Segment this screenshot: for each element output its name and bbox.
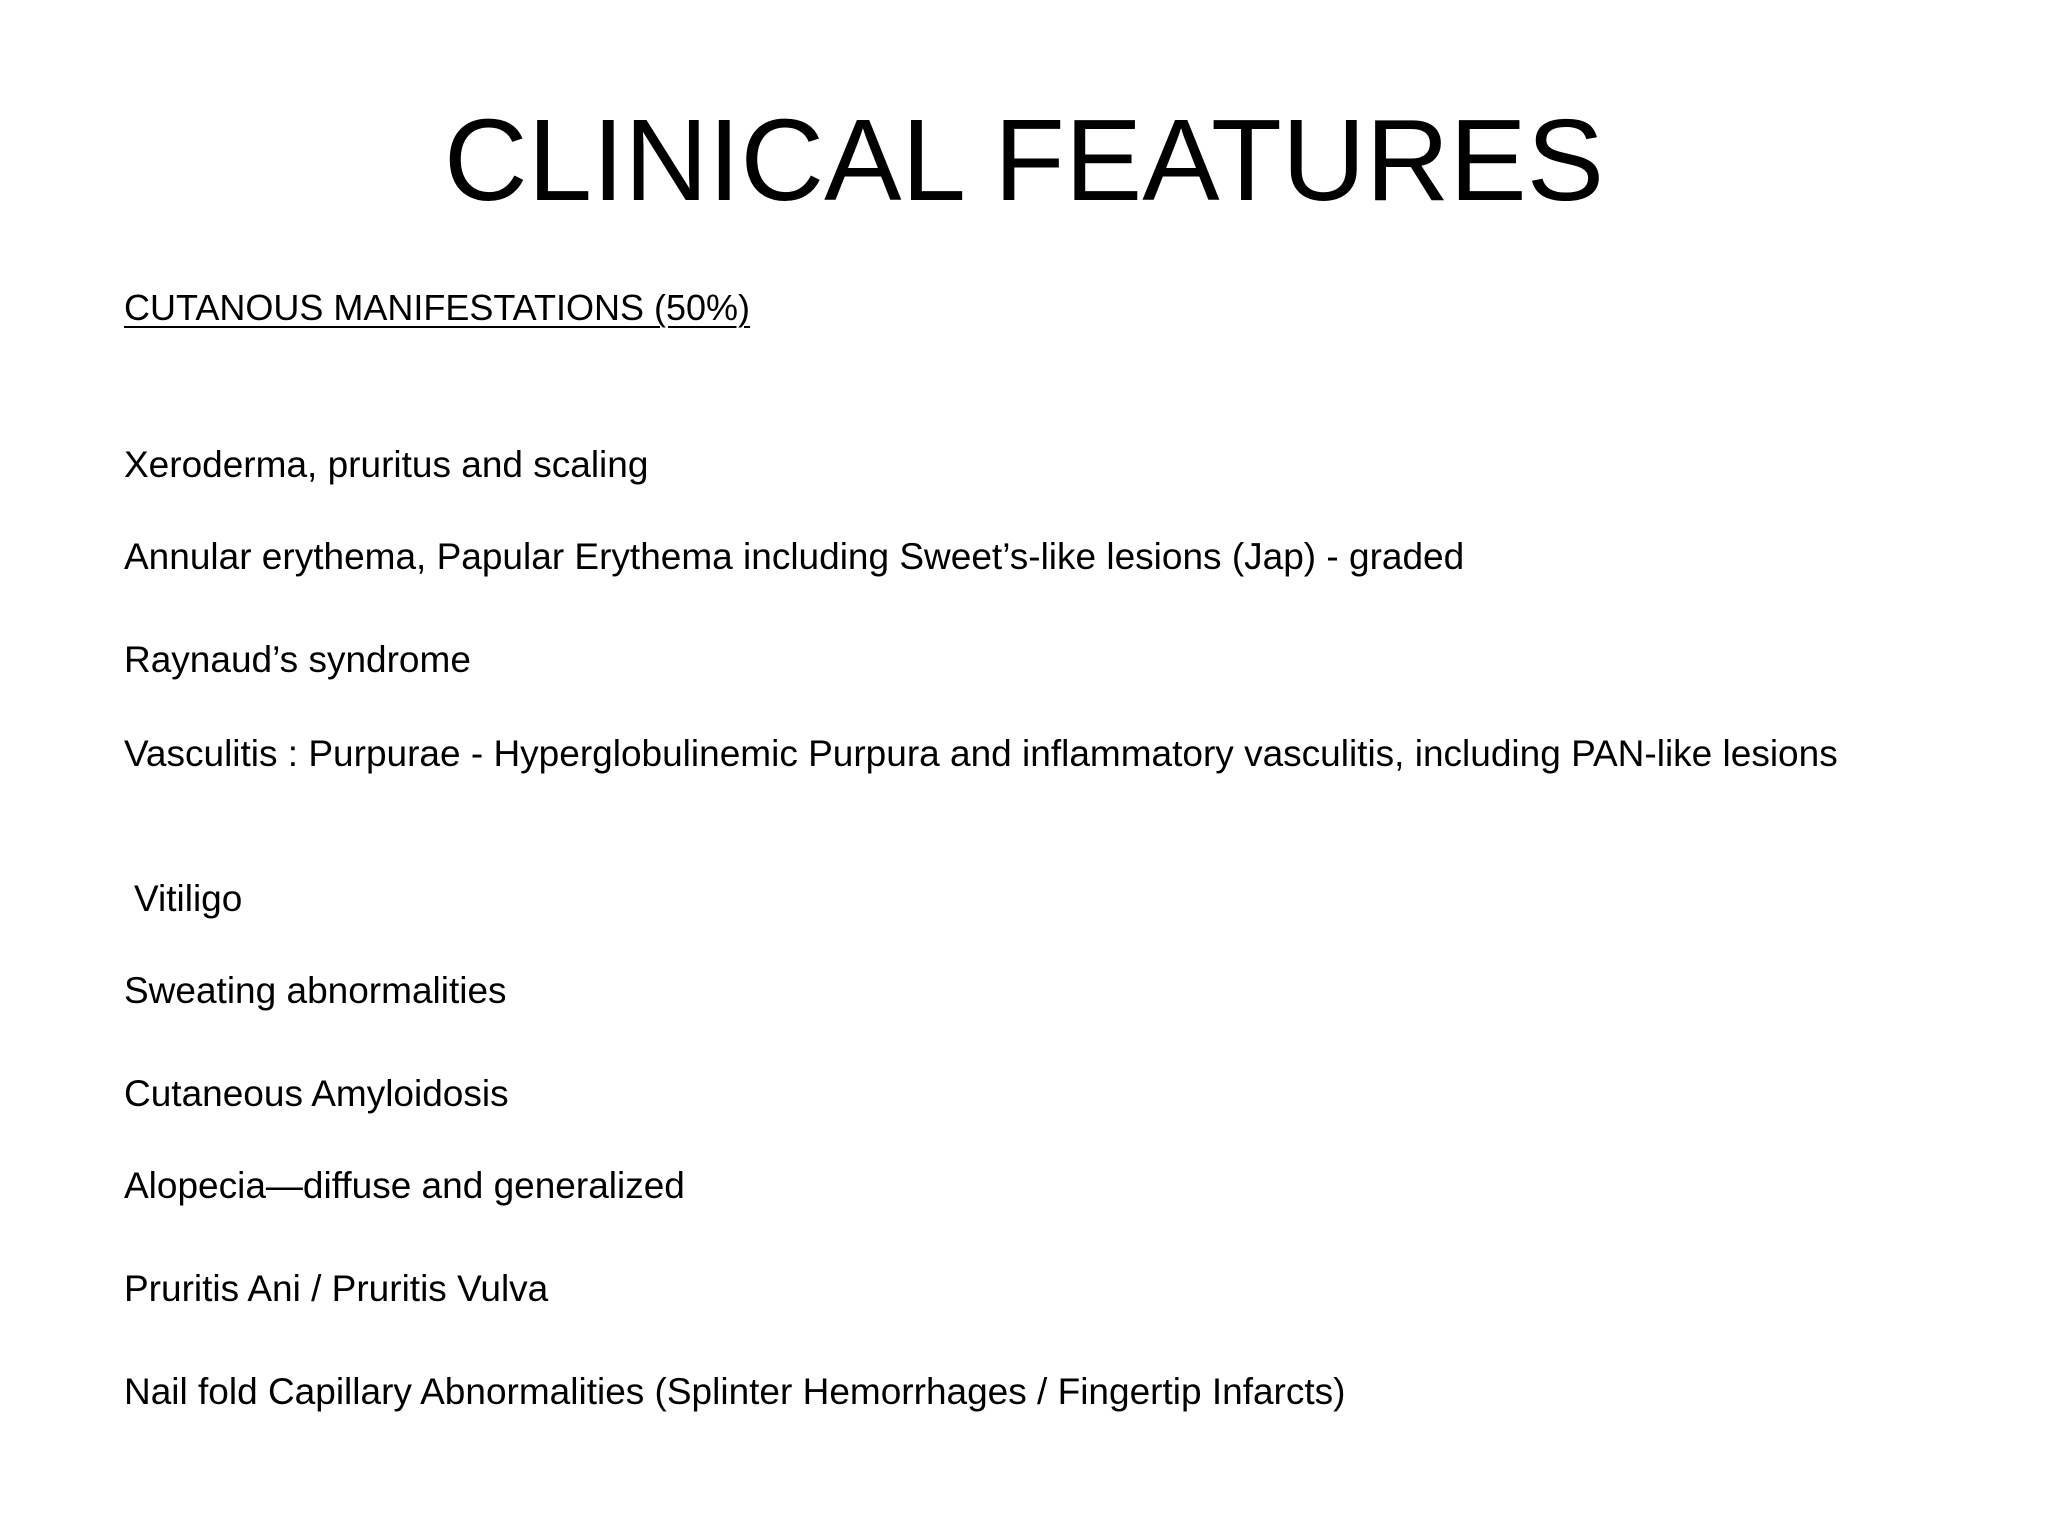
list-item: Nail fold Capillary Abnormalities (Splinter Hemorrhages / Fingertip Infarcts) [124, 1371, 1346, 1412]
list-item: Sweating abnormalities [124, 970, 507, 1011]
slide-title: CLINICAL FEATURES [443, 95, 1605, 225]
list-item: Vasculitis : Purpurae - Hyperglobulinemic Purpura and inflammatory vasculitis, including PAN-like lesions [124, 733, 1838, 774]
list-item: Pruritis Ani / Pruritis Vulva [124, 1268, 549, 1309]
list-item: Raynaud’s syndrome [124, 639, 471, 680]
list-item: Xeroderma, pruritus and scaling [124, 444, 649, 485]
section-subheading: CUTANOUS MANIFESTATIONS (50%) [124, 287, 751, 328]
list-item: Cutaneous Amyloidosis [124, 1073, 509, 1114]
list-item: Vitiligo [134, 878, 243, 919]
list-item: Alopecia—diffuse and generalized [124, 1165, 685, 1206]
list-item: Annular erythema, Papular Erythema including Sweet’s-like lesions (Jap) - graded [124, 536, 1465, 577]
